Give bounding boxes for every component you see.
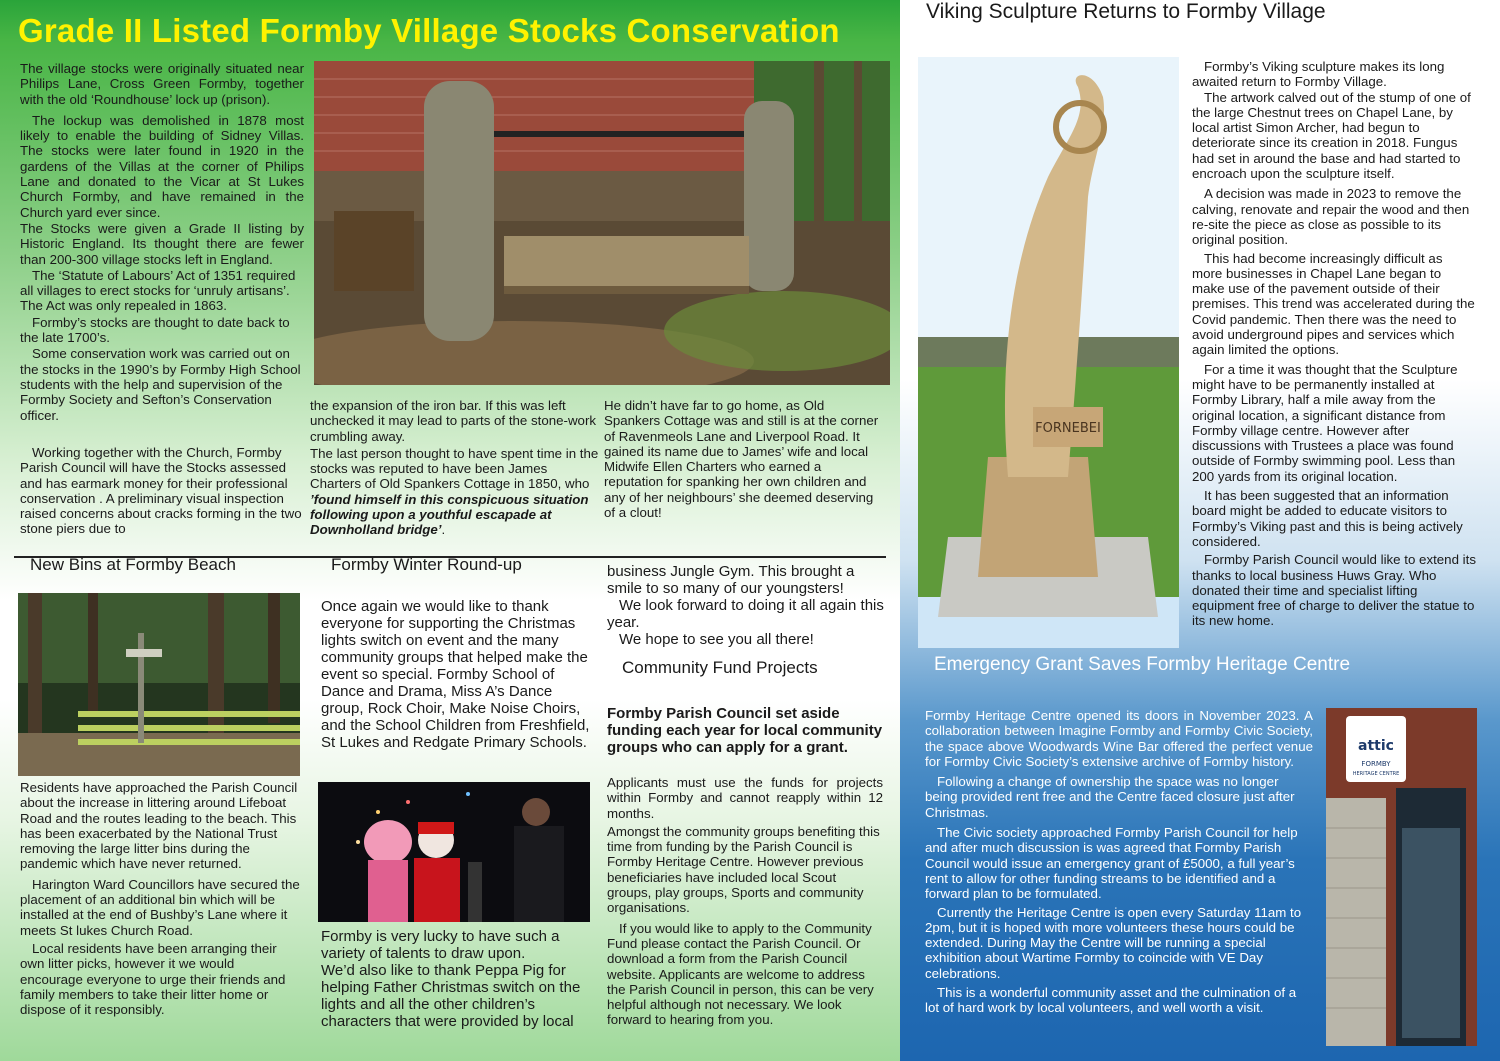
viking-sculpture-photo xyxy=(918,57,1179,648)
heritage-sign-brand: attic xyxy=(1358,738,1394,754)
heritage-sign-line2: HERITAGE CENTRE xyxy=(1352,771,1400,777)
page-title: Grade II Listed Formby Village Stocks Conservation xyxy=(18,12,840,49)
paragraph: The village stocks were originally situated near Philips Lane, Cross Green Formby, together with the old ‘Roundhouse’ lock up (prison). xyxy=(20,61,304,107)
stocks-column-1 xyxy=(20,61,304,423)
heritage-title: Emergency Grant Saves Formby Heritage Centre xyxy=(934,654,1351,675)
heritage-centre-photo xyxy=(1326,708,1477,1046)
stocks-column-2 xyxy=(310,398,600,538)
viking-text xyxy=(1192,59,1476,629)
paragraph: Amongst the community groups benefiting this time from funding by the Parish Council is Formby Heritage Centre. However previous beneficiaries have included local Scout groups, play groups, Sports and community organisations. xyxy=(607,823,880,916)
paragraph: We hope to see you all there! xyxy=(619,631,814,648)
fund-text xyxy=(607,775,883,1028)
paragraph: We look forward to doing it all again this year. xyxy=(607,597,884,631)
paragraph: Formby’s stocks are thought to date back to the late 1700’s. xyxy=(20,314,290,346)
bins-text xyxy=(20,780,300,1017)
paragraph: Harington Ward Councillors have secured the placement of an additional bin which will be installed at the end of Bushby’s Lane where it meets St lukes Church Road. xyxy=(20,876,300,938)
fund-heading: Community Fund Projects xyxy=(622,658,818,677)
paragraph: Formby is very lucky to have such a variety of talents to draw upon. xyxy=(321,928,560,962)
paragraph: The lockup was demolished in 1878 most likely to enable the building of Sidney Villas. The stocks were later found in 1920 in the gardens of the Villas at the corner of Philips Lane and donated to the Vicar at St Lukes Church Formby, and have remained in the Church yard ever since. xyxy=(20,112,304,220)
paragraph: Once again we would like to thank everyone for supporting the Christmas lights switch on event and the many community groups that helped make the event so special. Formby School of Dance and Drama, Miss A’s Dance group, Rock Choir, Make Noise Choirs, and the School Children from Freshfield, St Lukes and Redgate Primary Schools. xyxy=(321,598,590,751)
sculpture-sign: FORNEBEI xyxy=(1035,421,1101,436)
winter-text-2 xyxy=(321,928,593,1030)
paragraph: Formby’s Viking sculpture makes its long awaited return to Formby Village. xyxy=(1192,59,1445,90)
paragraph: The artwork calved out of the stump of one of the large Chestnut trees on Chapel Lane, by local artist Simon Archer, had begun to deteriorate since its creation in 2018. Fungus had set in around the base and had started to encroach upon the sculpture itself. xyxy=(1192,89,1471,182)
viking-title: Viking Sculpture Returns to Formby Village xyxy=(926,0,1326,23)
paragraph: He didn’t have far to go home, as Old Spankers Cottage was and still is at the corner of Ravenmeols Lane and Liverpool Road. It gained its name due to James’ wife and local Midwife Ellen Charters who earned a reputation for spanking her own children and any of her neighbours’ she deemed deserving of a clout! xyxy=(604,398,879,521)
paragraph: The Stocks were given a Grade II listing by Historic England. Its thought there are fewer than 200-300 village stocks left in England. xyxy=(20,220,304,267)
paragraph: For a time it was thought that the Sculpture might have to be permanently installed at Formby Library, half a mile away from the original location, a significant distance from Formby village centre. However after discussions with Trustees a place was found outside of Formby swimming pool. Less than 200 yards from its original location. xyxy=(1192,361,1458,484)
paragraph: The Civic society approached Formby Parish Council for help and after much discussion is was agreed that Formby Parish Council would issue an emergency grant of £5000, a full year’s rent to allow for other funding streams to be identified and a forward plan to be formulated. xyxy=(925,825,1298,902)
paragraph: Applicants must use the funds for projects within Formby and cannot reapply within 12 months. xyxy=(607,775,883,821)
paragraph: Formby Parish Council would like to extend its thanks to local business Huws Gray. Who donated their time and specialist lifting equipment free of charge to deliver the statue to its new home. xyxy=(1192,552,1476,629)
bins-heading: New Bins at Formby Beach xyxy=(30,555,236,574)
paragraph: This is a wonderful community asset and the culmination of a lot of hard work by local volunteers, and well worth a visit. xyxy=(925,985,1297,1016)
winter-text-3 xyxy=(607,563,889,648)
paragraph: Following a change of ownership the space was no longer being provided rent free and the Centre faced closure just after Christmas. xyxy=(925,774,1295,820)
paragraph: Currently the Heritage Centre is open every Saturday 11am to 2pm, but it is hoped with more volunteers these hours could be extended. During May the Centre will be running a special exhibition about Wartime Formby to coincide with VE Day celebrations. xyxy=(925,904,1302,981)
paragraph: Some conservation work was carried out on the stocks in the 1990’s by Formby High School students with the help and supervision of the Formby Society and Sefton’s Conservation officer. xyxy=(20,346,301,423)
quote: ’found himself in this conspicuous situation following upon a youthful escapade at Downholland bridge’ xyxy=(310,491,589,538)
paragraph: Formby Heritage Centre opened its doors in November 2023. A collaboration between Imagine Formby and Formby Civic Society, the space above Woodwards Wine Bar offered the perfect venue for Formby Civic Society’s extensive archive of Formby history. xyxy=(925,708,1313,769)
winter-text xyxy=(321,598,591,751)
stocks-photo xyxy=(314,61,890,385)
paragraph: A decision was made in 2023 to remove the calving, renovate and repair the wood and then re-site the piece as close as possible to its original position. xyxy=(1192,186,1470,248)
stocks-column-1-end xyxy=(20,445,310,537)
paragraph: The last person thought to have spent time in the stocks was reputed to have been James Charters of Old Spankers Cottage in 1850, who xyxy=(310,445,599,492)
paragraph: Residents have approached the Parish Council about the increase in littering around Lifeboat Road and the routes leading to the beach. This has been exacerbated by the National Trust removing the large litter bins during the pandemic which have never returned. xyxy=(20,780,298,872)
paragraph-end: . xyxy=(441,522,446,538)
paragraph: This had become increasingly difficult as more businesses in Chapel Lane began to make use of the pavement outside of their premises. This trend was accelerated during the Covid pandemic. Then there was the need to avoid underground pipes and services which again limited the options. xyxy=(1192,250,1475,358)
stocks-column-3 xyxy=(604,398,884,520)
paragraph: It has been suggested that an information board might be added to educate visitors to Formby’s Viking past and this is being actively considered. xyxy=(1192,488,1463,549)
bins-photo xyxy=(18,593,300,776)
paragraph: We’d also like to thank Peppa Pig for helping Father Christmas switch on the lights and all the other children’s characters that were provided by local xyxy=(321,962,581,1030)
winter-heading: Formby Winter Round-up xyxy=(331,555,522,574)
paragraph: the expansion of the iron bar. If this was left unchecked it may lead to parts of the stone-work crumbling away. xyxy=(310,398,597,444)
fund-lead: Formby Parish Council set aside funding each year for local community groups who can apply for a grant. xyxy=(607,705,883,756)
paragraph: If you would like to apply to the Community Fund please contact the Parish Council. Or download a form from the Parish Council website. Applicants are welcome to address the Parish Council in person, this can be very helpful although not necessary. We look forward to hearing from you. xyxy=(607,920,874,1028)
paragraph: The ‘Statute of Labours’ Act of 1351 required all villages to erect stocks for ‘unruly artisans’. The Act was only repealed in 1863. xyxy=(20,267,296,314)
winter-photo xyxy=(318,782,590,922)
paragraph: business Jungle Gym. This brought a smile to so many of our youngsters! xyxy=(607,563,855,597)
heritage-text xyxy=(925,708,1313,1016)
heritage-sign-line1: FORMBY xyxy=(1361,760,1391,768)
paragraph: Local residents have been arranging their own litter picks, however it we would encourage everyone to urge their friends and family members to take their litter home or dispose of it responsibly. xyxy=(20,940,286,1018)
paragraph: Working together with the Church, Formby Parish Council will have the Stocks assessed and has earmark money for their professional conservation . A preliminary visual inspection raised concerns about cracks forming in the two stone piers due to xyxy=(20,445,302,537)
